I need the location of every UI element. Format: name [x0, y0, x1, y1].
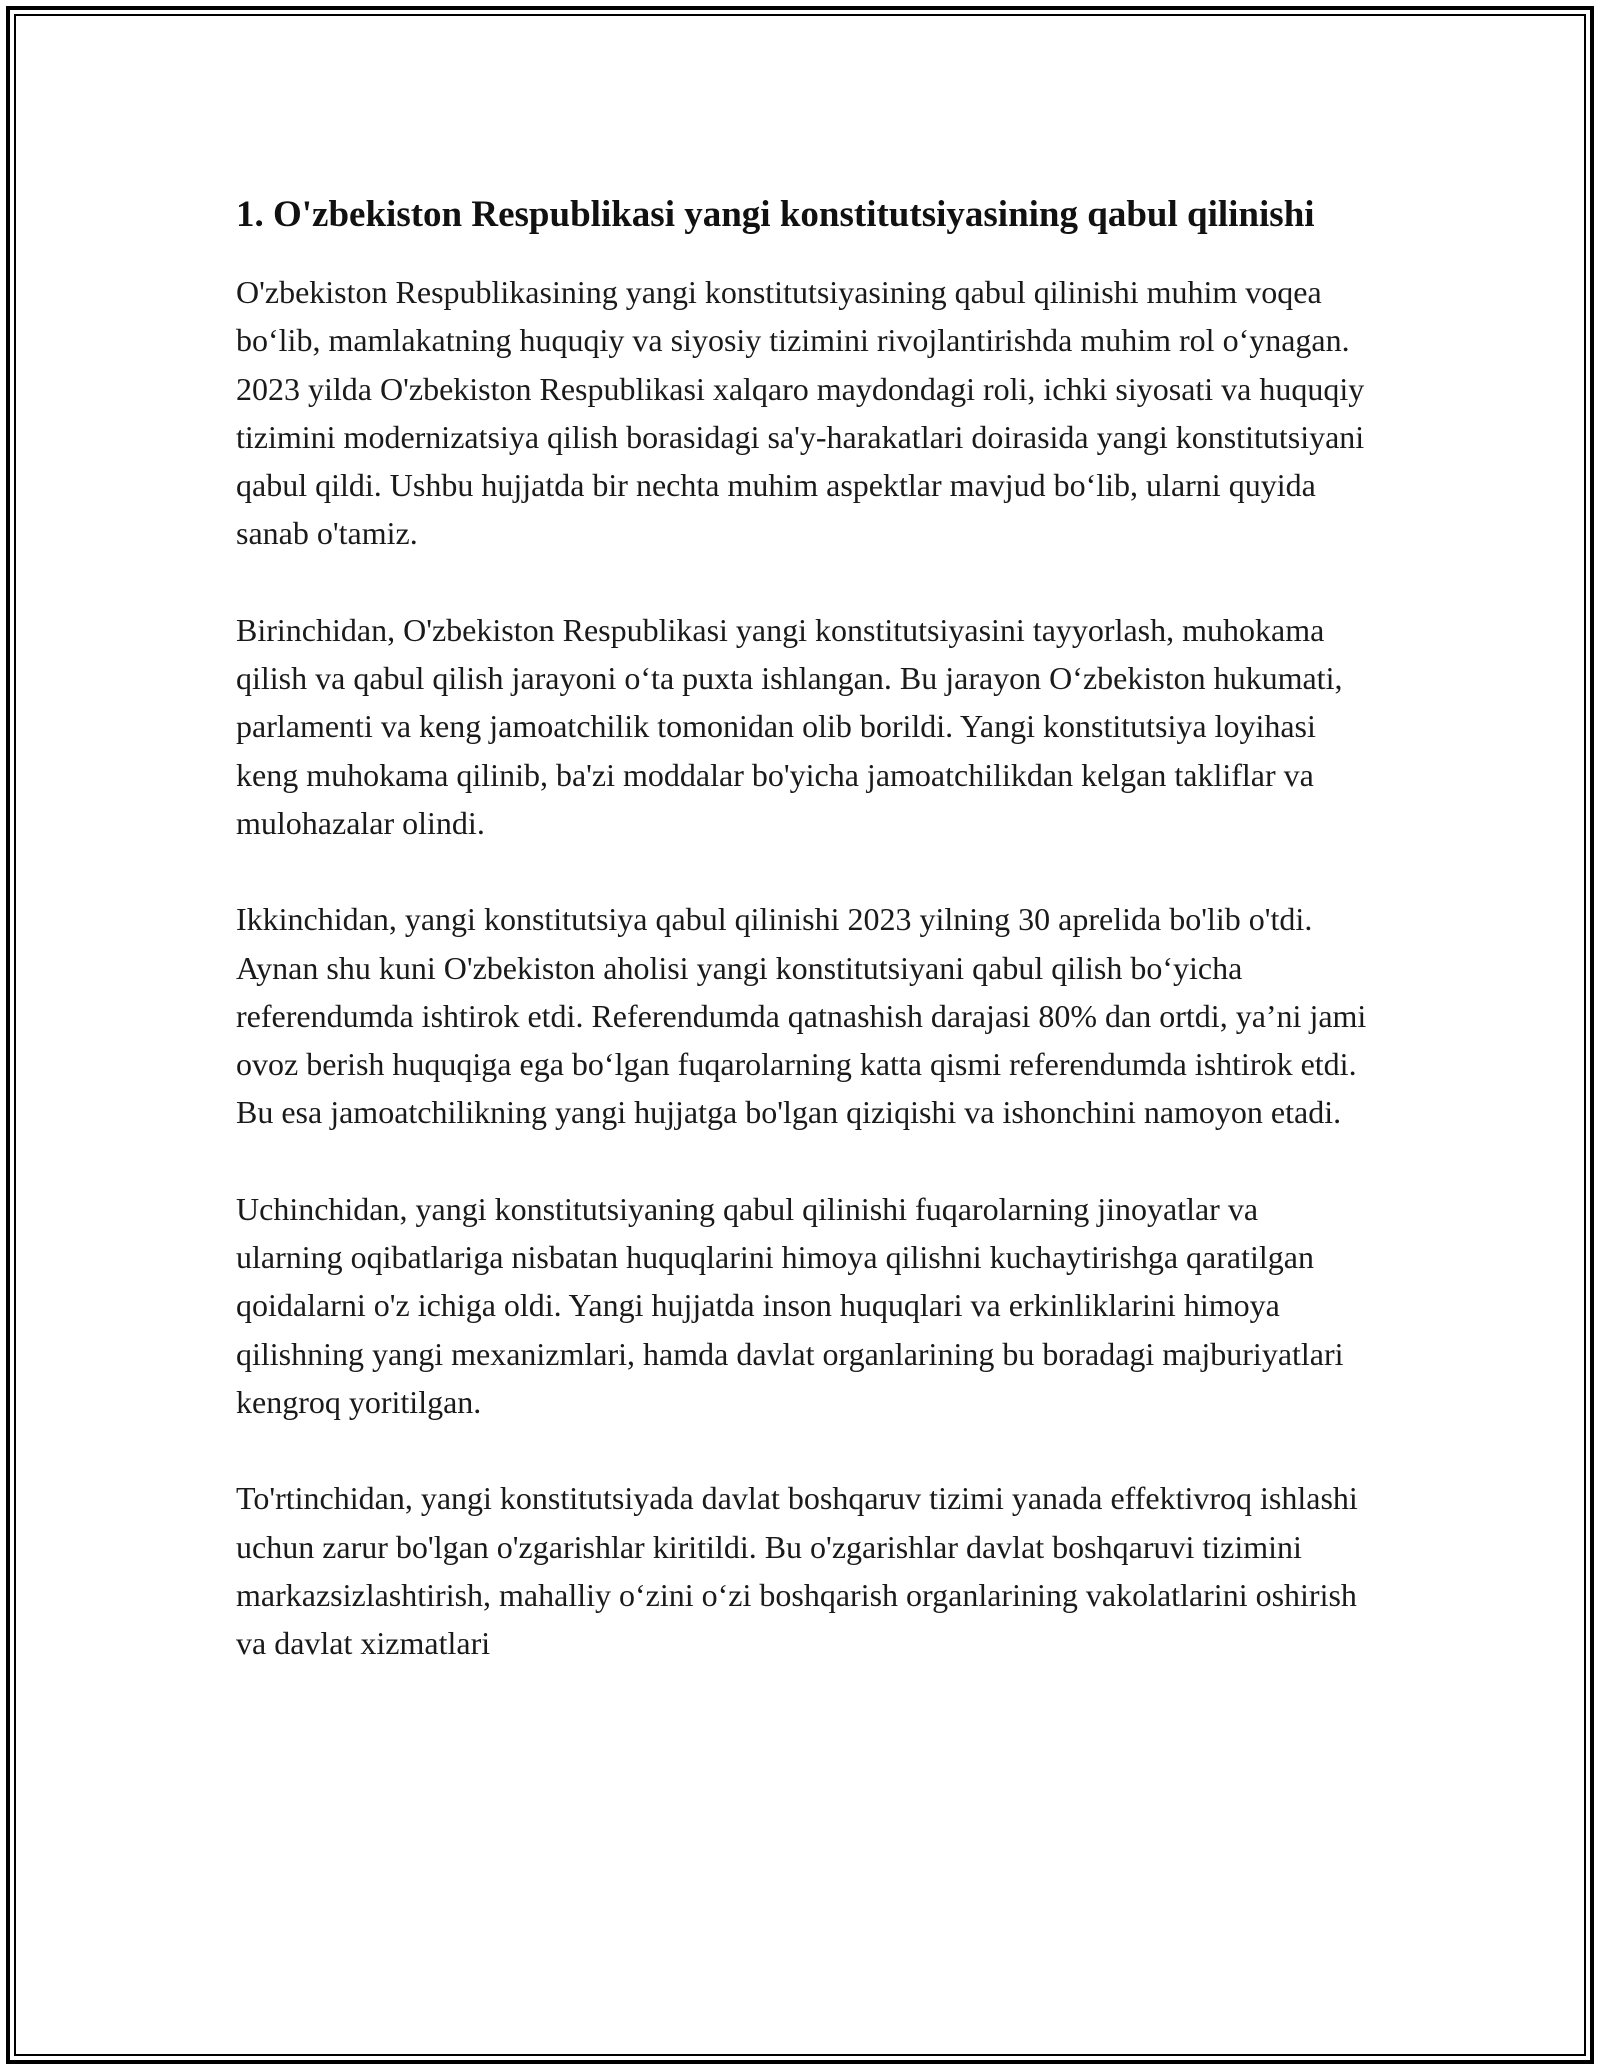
paragraph-fourth-point: To'rtinchidan, yangi konstitutsiyada davlat boshqaruv tizimi yanada effektivroq ishlashi uchun zarur bo'lgan o'zgarishlar kiritildi. Bu o'zgarishlar davlat boshqaruvi tizimini markazsizlashtirish, mahalliy oʻzini oʻzi boshqarish organlarining vakolatlarini oshirish va davlat xizmatlari: [236, 1480, 1358, 1662]
paragraph-intro: O'zbekiston Respublikasining yangi konstitutsiyasining qabul qilinishi muhim voqea boʻlib, mamlakatning huquqiy va siyosiy tizimini rivojlantirishda muhim rol oʻynagan. 2023 yilda O'zbekiston Respublikasi xalqaro maydondagi roli, ichki siyosati va huquqiy tizimini modernizatsiya qilish borasidagi sa'y-harakatlari doirasida yangi konstitutsiyani qabul qildi. Ushbu hujjatda bir nechta muhim aspektlar mavjud boʻlib, ularni quyida sanab o'tamiz.: [236, 274, 1365, 552]
document-title: 1. O'zbekiston Respublikasi yangi konstitutsiyasining qabul qilinishi: [236, 194, 1315, 235]
paragraph-second-point: Ikkinchidan, yangi konstitutsiya qabul qilinishi 2023 yilning 30 aprelida bo'lib o'tdi. Aynan shu kuni O'zbekiston aholisi yangi konstitutsiyani qabul qilish boʻyicha referendumda ishtirok etdi. Referendumda qatnashish darajasi 80% dan ortdi, ya’ni jami ovoz berish huquqiga ega boʻlgan fuqarolarning katta qismi referendumda ishtirok etdi. Bu esa jamoatchilikning yangi hujjatga bo'lgan qiziqishi va ishonchini namoyon etadi.: [236, 901, 1367, 1131]
paragraph-first-point: Birinchidan, O'zbekiston Respublikasi yangi konstitutsiyasini tayyorlash, muhokama qilish va qabul qilish jarayoni oʻta puxta ishlangan. Bu jarayon Oʻzbekiston hukumati, parlamenti va keng jamoatchilik tomonidan olib borildi. Yangi konstitutsiya loyihasi keng muhokama qilinib, ba'zi moddalar bo'yicha jamoatchilikdan kelgan takliflar va mulohazalar olindi.: [236, 611, 1343, 841]
document-body: [236, 188, 1368, 1667]
paragraph-third-point: Uchinchidan, yangi konstitutsiyaning qabul qilinishi fuqarolarning jinoyatlar va ularning oqibatlariga nisbatan huquqlarini himoya qilishni kuchaytirishga qaratilgan qoidalarni o'z ichiga oldi. Yangi hujjatda inson huquqlari va erkinliklarini himoya qilishning yangi mexanizmlari, hamda davlat organlarining bu boradagi majburiyatlari kengroq yoritilgan.: [236, 1190, 1344, 1420]
